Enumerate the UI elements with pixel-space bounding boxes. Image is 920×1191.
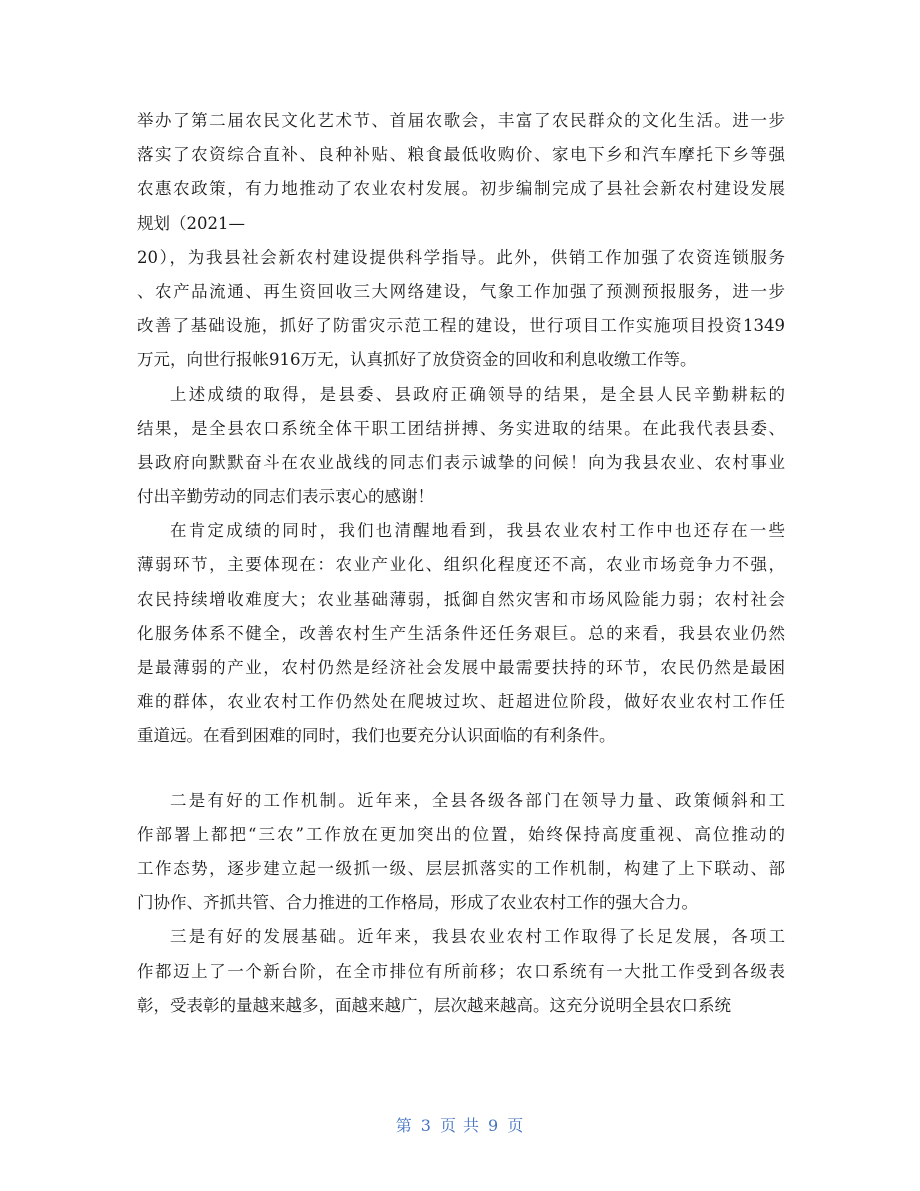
paragraph <box>137 514 785 753</box>
text-line: 规划（2021— <box>137 213 245 233</box>
text-line: 20），为我县社会新农村建设提供科学指导。此外，供销工作加强了农资连锁服务 <box>137 247 785 267</box>
footer-middle: 页 共 <box>439 1116 481 1135</box>
text-line: 付出辛勤劳动的同志们表示衷心的感谢！ <box>137 487 434 507</box>
text-line: 在肯定成绩的同时，我们也清醒地看到，我县农业农村工作中也还存在一些 <box>170 521 785 541</box>
text-line: 三是有好的发展基础。近年来，我县农业农村工作取得了长足发展，各项工 <box>170 927 785 947</box>
text-line: 薄弱环节，主要体现在：农业产业化、组织化程度还不高，农业市场竞争力不强， <box>137 555 785 575</box>
text-line: 上述成绩的取得，是县委、县政府正确领导的结果，是全县人民辛勤耕耘的 <box>170 384 785 404</box>
paragraph <box>137 784 785 921</box>
text-line: 结果，是全县农口系统全体干职工团结拼搏、务实进取的结果。在此我代表县委、 <box>137 418 785 438</box>
paragraph <box>137 104 785 378</box>
footer-suffix: 页 <box>507 1116 525 1135</box>
page-footer <box>0 1113 920 1136</box>
footer-current-page: 3 <box>420 1116 432 1135</box>
text-line: 化服务体系不健全，改善农村生产生活条件还任务艰巨。总的来看，我县农业仍然 <box>137 623 785 643</box>
text-line: 、农产品流通、再生资回收三大网络建设，气象工作加强了预测预报服务，进一步 <box>137 281 785 301</box>
text-line: 县政府向默默奋斗在农业战线的同志们表示诚挚的问候！向为我县农业、农村事业 <box>137 452 785 472</box>
text-line: 农民持续增收难度大；农业基础薄弱，抵御自然灾害和市场风险能力弱；农村社会 <box>137 589 785 609</box>
text-line: 彰，受表彰的量越来越多，面越来越广，层次越来越高。这充分说明全县农口系统 <box>137 995 731 1015</box>
text-line: 二是有好的工作机制。近年来，全县各级各部门在领导力量、政策倾斜和工 <box>170 790 785 810</box>
text-line: 万元，向世行报帐916万无，认真抓好了放贷资金的回收和利息收缴工作等。 <box>137 350 697 370</box>
text-line: 难的群体，农业农村工作仍然处在爬坡过坎、赶超进位阶段，做好农业农村工作任 <box>137 692 785 712</box>
text-line: 作部署上都把“三农”工作放在更加突出的位置，始终保持高度重视、高位推动的 <box>137 824 785 844</box>
text-line: 重道远。在看到困难的同时，我们也要充分认识面临的有利条件。 <box>137 726 616 746</box>
text-line: 改善了基础设施，抓好了防雷灾示范工程的建设，世行项目工作实施项目投资1349 <box>137 316 785 336</box>
footer-total-pages: 9 <box>488 1116 500 1135</box>
text-line: 举办了第二届农民文化艺术节、首届农歌会，丰富了农民群众的文化生活。进一步 <box>137 111 785 130</box>
footer-prefix: 第 <box>395 1116 413 1135</box>
text-line: 是最薄弱的产业，农村仍然是经济社会发展中最需要扶持的环节，农民仍然是最困 <box>137 658 785 677</box>
paragraph-gap <box>137 754 785 784</box>
text-line: 门协作、齐抓共管、合力推进的工作格局，形成了农业农村工作的强大合力。 <box>137 893 698 913</box>
document-body <box>137 104 785 1023</box>
text-line: 作都迈上了一个新台阶，在全市排位有所前移；农口系统有一大批工作受到各级表 <box>137 961 785 981</box>
paragraph <box>137 920 785 1023</box>
text-line: 农惠农政策，有力地推动了农业农村发展。初步编制完成了县社会新农村建设发展 <box>137 179 785 199</box>
text-line: 落实了农资综合直补、良种补贴、粮食最低收购价、家电下乡和汽车摩托下乡等强 <box>137 145 785 165</box>
text-line: 工作态势，逐步建立起一级抓一级、层层抓落实的工作机制，构建了上下联动、部 <box>137 858 785 878</box>
paragraph <box>137 378 785 515</box>
